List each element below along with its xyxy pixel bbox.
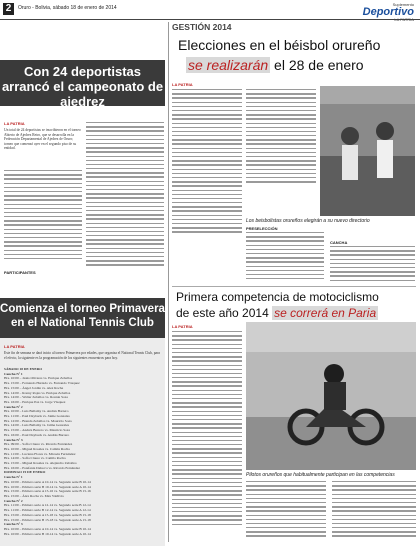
baseball-subhead [186,57,364,73]
moto-photo-caption: Pilotos orureños que habitualmente participan en las competencias [246,472,395,478]
schedule-line: Hrs. 10:00 – Miguel Rosales vs. Camila Rocha [4,446,70,451]
schedule-line: Hrs. 15:00 – Andrés Barrero vs. Mauricio Soza [4,428,71,433]
schedule-line: Hrs. 12:00 – Brenda Zeballos vs. Mauricio Soza [4,418,72,423]
baseball-photo-image [320,86,415,216]
moto-kicker: LA PATRIA [172,324,193,329]
baseball-body-col1 [172,89,242,236]
schedule-line: Hrs. 15:00 – Miguel Rosales vs. Alejandro Zeballos [4,461,77,466]
schedule-line: DOMINGO 19 DE ENERO [4,470,46,475]
logo-top-text: Suplemento [392,2,414,7]
chess-body-left [4,170,82,262]
baseball-photo-caption: Los beisbolistas orureños elegirán a su nuevo directorio [246,218,370,224]
schedule-line: Cancha Nº 3 [4,437,23,442]
tennis-kicker: LA PATRIA [4,344,25,349]
moto-body-col2 [246,481,326,540]
baseball-kicker: LA PATRIA [172,82,193,87]
baseball-body-col3 [246,232,324,282]
schedule-line: Hrs. 10:00 – Primero serie B 10-14 vs. Segundo serie A 10-14 [4,531,91,536]
schedule-line: Hrs. 14:00 – Sofía Claure vs. Camila Rocha [4,456,66,461]
column-divider [168,22,169,542]
schedule-line: Hrs. 11:00 – Paul Daybuck vs. Jaime Gonzales [4,414,70,419]
schedule-line: Hrs. 15:00 – Fernando Hurtado vs. Fernando Vásquez [4,381,80,386]
baseball-subhead-rest: el 28 de enero [270,57,364,73]
header-divider [0,19,420,20]
cancha-subhead: CANCHA [330,240,348,245]
schedule-line: Hrs. 16:00 – Estefanía Delucca vs. Ricardo Fernández [4,465,80,470]
schedule-line: Hrs. 10:00 – Luis Bellamy vs. Andrés Barrero [4,409,69,414]
schedule-line: Hrs. 15:00 – Primero serie A 15-16 vs. Segundo serie B 15-16 [4,489,91,494]
page-number: 2 [3,3,14,15]
page-header [0,0,420,19]
chess-headline: Con 24 deportistas arrancó el campeonato de ajedrez [0,60,165,106]
schedule-line: Hrs. 11:00 – Primero serie A 12-14 vs. Segundo serie B 12-14 [4,503,91,508]
chess-intro: Un total de 24 deportistas se inscribieron en el torneo Abierto de Ajedrez Retro, que se desarrolla en la Federación Departamental de Ajedrez de Oruro; torneo que comenzó ayer en el segundo piso de su entidad. [4,128,81,151]
moto-headline-plain: de este año 2014 [176,306,273,320]
moto-headline-highlight: se correrá en Paria [274,306,377,320]
schedule-line: Hrs. 10:00 – Jesús Olivares vs. Enrique Zeballos [4,376,73,381]
moto-headline-line2 [176,306,378,320]
dateline: Oruro - Bolivia, sábado 18 de enero de 2014 [18,5,117,11]
schedule-line: Cancha Nº 2 [4,404,23,409]
chess-participants-label: PARTICIPANTES [4,270,36,275]
schedule-line: Hrs. 10:00 – Primero serie A 10-14 vs. Segundo serie B 10-14 [4,526,91,531]
schedule-line: Hrs. 14:00 – Luis Bellamy vs. Jaime Gonzales [4,423,70,428]
schedule-line: Hrs. 14:00 – Walter Zeballos vs. Ronnie Soza [4,395,68,400]
moto-body-col1 [172,331,242,528]
schedule-line: Cancha Nº 1 [4,475,23,480]
baseball-subhead-highlight: se realizarán [188,57,269,73]
schedule-line: Hrs. 09:00 – Sofía Claure vs. Ricardo Fernández [4,442,73,447]
schedule-line: Hrs. 16:00 – Paul Daybuck vs. Andrés Barrero [4,432,70,437]
schedule-line: Hrs. 15:00 – Primero serie B 15-18 vs. Segundo serie A 15-18 [4,517,91,522]
schedule-line: Hrs. 14:00 – Ronny Rojas vs. Enrique Zeballos [4,390,71,395]
schedule-line: Cancha Nº 1 [4,371,23,376]
baseball-headline: Elecciones en el béisbol orureño [178,37,381,53]
schedule-line: Cancha Nº 3 [4,522,23,527]
baseball-body-col2 [246,89,316,185]
schedule-line: Hrs. 10:00 – Primero serie A 10-14 vs. Segundo serie B 10-14 [4,479,91,484]
schedule-line: Hrs. 15:00 – Ángel Jordán vs. Alex Rocha [4,385,64,390]
preseleccion-subhead: PRESELECCIÓN [246,226,278,231]
schedule-line: Hrs. 15:00 – Álex Rocha vs. Max Valdivia [4,493,64,498]
schedule-line: Hrs. 10:00 – Primero serie B 10-14 vs. Segundo serie A 10-14 [4,484,91,489]
baseball-body-col4 [330,246,415,284]
schedule-line: Cancha Nº 2 [4,498,23,503]
schedule-line: Hrs. 11:00 – Primero serie B 12-14 vs. Segundo serie A 12-14 [4,508,91,513]
schedule-line: Hrs. 11:00 – Luciana Flores vs. Micaela Fernández [4,451,76,456]
baseball-photo [320,86,415,216]
tennis-intro: Este fin de semana se dará inicio al torneo Primavera por edades, que organiza el National Tennis Club, para el efecto, la siguiente es la programación de los siguientes encuentros para hoy. [4,351,160,360]
supplement-logo [356,2,414,18]
schedule-line: SÁBADO 18 DE ENERO [4,367,43,371]
schedule-line: Hrs. 15:00 – Primero serie A 15-18 vs. Segundo serie B 15-18 [4,512,91,517]
moto-photo [246,322,416,470]
logo-main-text: Deportivo [362,6,414,18]
schedule-line: Hrs. 16:00 – Enrique Paz vs. Jorge Vásquez [4,399,66,404]
story-divider [172,286,416,287]
tennis-schedule [4,367,162,545]
chess-body-right [86,122,164,269]
moto-photo-image [246,322,416,470]
tennis-article [0,338,165,546]
section-label: GESTIÓN 2014 [172,22,232,32]
moto-body-col3 [332,481,416,540]
moto-headline: Primera competencia de motociclismo [176,290,379,304]
tennis-headline: Comienza el torneo Primavera en el National Tennis Club [0,298,165,338]
chess-kicker: LA PATRIA [4,121,25,126]
